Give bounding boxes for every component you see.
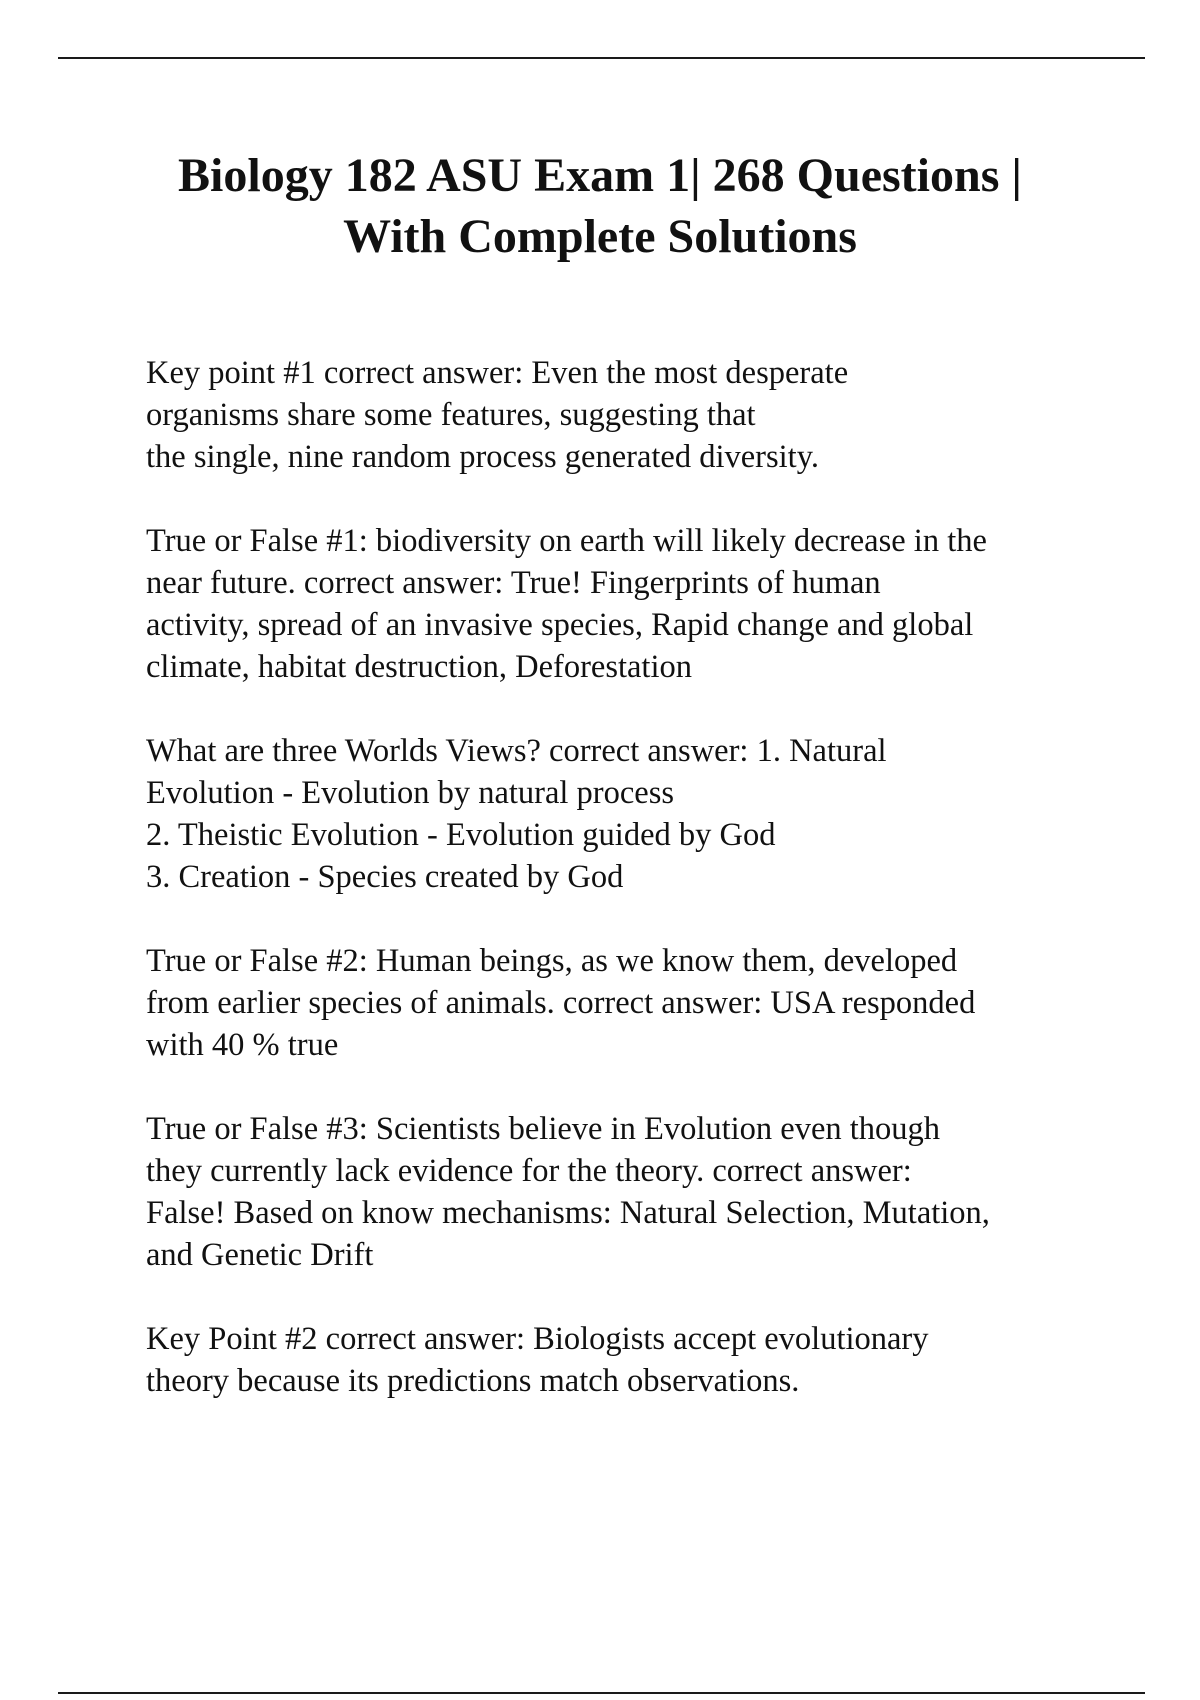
entry-line: What are three Worlds Views? correct answer: 1. Natural	[146, 733, 887, 769]
title-line: With Complete Solutions	[343, 210, 857, 263]
entry-line: organisms share some features, suggesting that	[146, 397, 756, 433]
entry-line: they currently lack evidence for the theory. correct answer:	[146, 1153, 912, 1189]
bottom-rule	[58, 1692, 1145, 1694]
entry-line: 3. Creation - Species created by God	[146, 859, 624, 895]
entry-line: theory because its predictions match observations.	[146, 1363, 800, 1399]
entry-line: and Genetic Drift	[146, 1237, 374, 1273]
entry-line: Key Point #2 correct answer: Biologists accept evolutionary	[146, 1321, 929, 1357]
entry-key-point-1	[146, 352, 1146, 478]
entry-world-views	[146, 730, 1146, 898]
entry-line: Evolution - Evolution by natural process	[146, 775, 675, 811]
top-rule	[58, 57, 1145, 59]
entry-line: from earlier species of animals. correct answer: USA responded	[146, 985, 976, 1021]
entry-line: True or False #1: biodiversity on earth will likely decrease in the	[146, 523, 987, 559]
entry-key-point-2	[146, 1318, 1146, 1402]
entry-line: the single, nine random process generated diversity.	[146, 439, 819, 475]
entry-true-false-3	[146, 1108, 1146, 1276]
entry-line: True or False #3: Scientists believe in Evolution even though	[146, 1111, 941, 1147]
entry-line: climate, habitat destruction, Deforestation	[146, 649, 692, 685]
entry-line: near future. correct answer: True! Fingerprints of human	[146, 565, 881, 601]
entry-line: activity, spread of an invasive species, Rapid change and global	[146, 607, 974, 643]
document-title	[100, 145, 1100, 267]
entry-true-false-1	[146, 520, 1146, 688]
title-line: Biology 182 ASU Exam 1| 268 Questions |	[178, 149, 1022, 202]
entry-true-false-2	[146, 940, 1146, 1066]
entry-line: with 40 % true	[146, 1027, 339, 1063]
entry-line: Key point #1 correct answer: Even the most desperate	[146, 355, 849, 391]
entry-line: 2. Theistic Evolution - Evolution guided by God	[146, 817, 776, 853]
entry-line: False! Based on know mechanisms: Natural Selection, Mutation,	[146, 1195, 990, 1231]
document-body	[146, 352, 1146, 1444]
entry-line: True or False #2: Human beings, as we know them, developed	[146, 943, 958, 979]
